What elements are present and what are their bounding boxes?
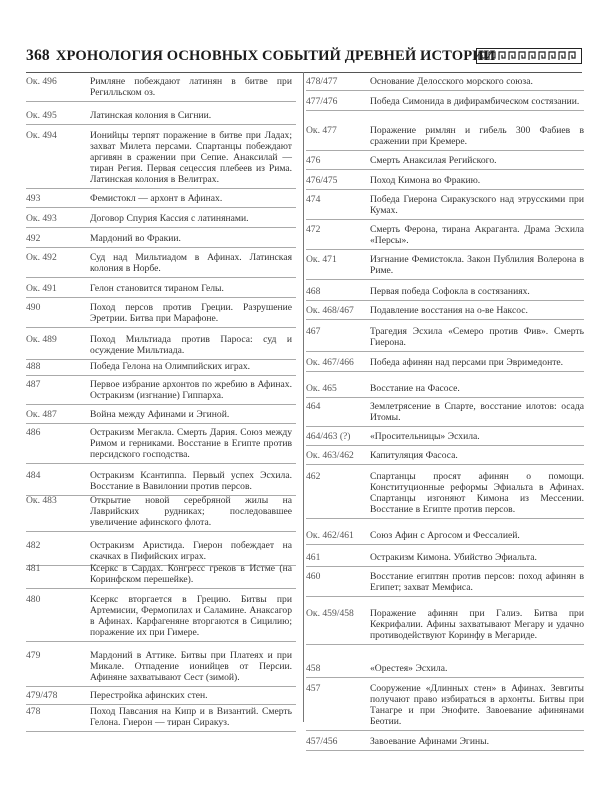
- entry-text: Победа Гелона на Олимпийских играх.: [90, 361, 251, 372]
- entry-text: Открытие новой серебряной жилы на Лаврийских рудниках; последовавшее увеличение афинского флота.: [90, 495, 292, 528]
- entry-date: Ок. 477: [306, 125, 337, 136]
- entry-text: Победа Симонида в дифирамбическом состязании.: [370, 96, 580, 107]
- entry-date: 477/476: [306, 96, 338, 107]
- entry-text: Суд над Мильтиадом в Афинах. Латинская колония в Норбе.: [90, 252, 292, 274]
- chronology-entry: [26, 283, 296, 294]
- entry-text: Землетрясение в Спарте, восстание илотов: осада Итомы.: [370, 401, 584, 423]
- chronology-entry: [26, 650, 296, 683]
- entry-date: 467: [306, 326, 321, 337]
- chronology-entry: [26, 110, 296, 121]
- entry-date: 468: [306, 286, 321, 297]
- entry-text: Трагедия Эсхила «Семеро против Фив». Смерть Гиерона.: [370, 326, 584, 348]
- chronology-entry: [306, 683, 584, 727]
- entry-text: Ксеркс в Сардах. Конгресс греков в Истме (на Коринфском перешейке).: [90, 563, 292, 585]
- entry-text: Изгнание Фемистокла. Закон Публилия Волерона в Риме.: [370, 254, 584, 276]
- chronology-entry: [306, 125, 584, 147]
- entry-text: Остракизм Ксантиппа. Первый успех Эсхила. Восстание в Вавилонии против персов.: [90, 470, 292, 492]
- entry-date: 464/463 (?): [306, 431, 351, 442]
- entry-text: Завоевание Афинами Эгины.: [370, 736, 489, 747]
- chronology-entry: [306, 471, 584, 515]
- entry-date: Ок. 496: [26, 76, 57, 87]
- page-header: [26, 44, 582, 68]
- entry-text: Война между Афинами и Эгиной.: [90, 409, 230, 420]
- entry-text: Смерть Ферона, тирана Акраганта. Драма Эсхила «Персы».: [370, 224, 584, 246]
- entry-text: Остракизм Мегакла. Смерть Дария. Союз между Римом и герниками. Восстание в Египте против персидского господства.: [90, 427, 292, 460]
- entry-date: Ок. 489: [26, 334, 57, 345]
- entry-text: Союз Афин с Аргосом и Фессалией.: [370, 530, 520, 541]
- entry-date: 458: [306, 663, 321, 674]
- entry-date: Ок. 468/467: [306, 305, 354, 316]
- entry-date: 478: [26, 706, 41, 717]
- page-title: ХРОНОЛОГИЯ ОСНОВНЫХ СОБЫТИЙ ДРЕВНЕЙ ИСТОРИИ: [55, 47, 496, 64]
- entry-text: Гелон становится тираном Гелы.: [90, 283, 224, 294]
- entry-text: Подавление восстания на о-ве Наксос.: [370, 305, 528, 316]
- chronology-entry: [26, 361, 296, 372]
- entry-text: Поход Павсания на Кипр и в Византий. Смерть Гелона. Гиерон — тиран Сиракуз.: [90, 706, 292, 728]
- entry-text: «Просительницы» Эсхила.: [370, 431, 480, 442]
- chronology-entry: [26, 470, 296, 492]
- entry-text: Ионийцы терпят поражение в битве при Ладах; захват Милета персами. Спартанцы побеждают аргивян в сражении при Сепие. Анаксилай — тиран Регия. Первая сецессия плебеев из Рима. Латинская колония в Велитрах.: [90, 130, 292, 185]
- entry-date: Ок. 494: [26, 130, 57, 141]
- entry-date: 476: [306, 155, 321, 166]
- entry-date: Ок. 487: [26, 409, 57, 420]
- entry-text: Остракизм Аристида. Гиерон побеждает на скачках в Пифийских играх.: [90, 540, 292, 562]
- chronology-entry: [306, 552, 584, 563]
- page-number: 368: [26, 47, 50, 64]
- chronology-entry: [26, 706, 296, 728]
- entry-date: Ок. 493: [26, 213, 57, 224]
- entry-date: 461: [306, 552, 321, 563]
- entry-text: Ксеркс вторгается в Грецию. Битвы при Артемисии, Фермопилах и Саламине. Анаксагор в Афинах. Карфагеняне вторгаются в Сицилию; поражение их при Гимере.: [90, 594, 292, 638]
- entry-date: 479/478: [26, 690, 58, 701]
- column-separator: [303, 72, 304, 722]
- entry-text: Капитуляция Фасоса.: [370, 450, 458, 461]
- entry-date: Ок. 462/461: [306, 530, 354, 541]
- chronology-entry: [306, 175, 584, 186]
- chronology-entry: [26, 563, 296, 585]
- entry-date: 472: [306, 224, 321, 235]
- chronology-entry: [306, 571, 584, 593]
- entry-text: Договор Спурия Кассия с латинянами.: [90, 213, 249, 224]
- chronology-entry: [306, 663, 584, 674]
- chronology-entry: [26, 233, 296, 244]
- chronology-entry: [306, 357, 584, 368]
- header-rule: [26, 72, 582, 73]
- entry-date: 480: [26, 594, 41, 605]
- entry-date: Ок. 471: [306, 254, 337, 265]
- entry-text: Победа афинян над персами при Эвримедонте.: [370, 357, 564, 368]
- chronology-entry: [306, 155, 584, 166]
- entry-date: 464: [306, 401, 321, 412]
- entry-date: Ок. 459/458: [306, 608, 354, 619]
- chronology-entry: [26, 495, 296, 528]
- chronology-entry: [306, 76, 584, 87]
- entry-date: 481: [26, 563, 41, 574]
- entry-text: Первая победа Софокла в состязаниях.: [370, 286, 530, 297]
- entry-text: Победа Гиерона Сиракузского над этрусскими при Кумах.: [370, 194, 584, 216]
- chronology-entry: [26, 690, 296, 701]
- entry-date: Ок. 491: [26, 283, 57, 294]
- entry-text: Смерть Анаксилая Регийского.: [370, 155, 497, 166]
- chronology-entry: [26, 213, 296, 224]
- entry-text: Латинская колония в Сигнии.: [90, 110, 212, 121]
- entry-text: Восстание на Фасосе.: [370, 383, 460, 394]
- entry-text: Мардоний во Фракии.: [90, 233, 181, 244]
- chronology-entry: [26, 540, 296, 562]
- entry-date: Ок. 467/466: [306, 357, 354, 368]
- entry-date: 482: [26, 540, 41, 551]
- entry-text: Основание Делосского морского союза.: [370, 76, 533, 87]
- chronology-entry: [306, 254, 584, 276]
- entry-date: 486: [26, 427, 41, 438]
- chronology-entry: [26, 130, 296, 185]
- entry-date: 457: [306, 683, 321, 694]
- chronology-entry: [306, 305, 584, 316]
- chronology-entry: [306, 401, 584, 423]
- chronology-entry: [26, 594, 296, 638]
- entry-date: 460: [306, 571, 321, 582]
- entry-text: Поход Мильтиада против Пароса: суд и осуждение Мильтиада.: [90, 334, 292, 356]
- entry-text: Мардоний в Аттике. Битвы при Платеях и при Микале. Отпадение ионийцев от Персии. Афиняне захватывают Сест (зимой).: [90, 650, 292, 683]
- entry-text: «Орестея» Эсхила.: [370, 663, 448, 674]
- entry-date: 493: [26, 193, 41, 204]
- entry-date: Ок. 483: [26, 495, 57, 506]
- entry-date: 478/477: [306, 76, 338, 87]
- entry-date: 462: [306, 471, 321, 482]
- entry-text: Поход персов против Греции. Разрушение Эретрии. Битва при Марафоне.: [90, 302, 292, 324]
- entry-text: Первое избрание архонтов по жребию в Афинах. Остракизм (изгнание) Гиппарха.: [90, 379, 292, 401]
- chronology-entry: [306, 431, 584, 442]
- entry-text: Перестройка афинских стен.: [90, 690, 208, 701]
- chronology-entry: [306, 608, 584, 641]
- chronology-entry: [26, 427, 296, 460]
- entry-date: 484: [26, 470, 41, 481]
- entry-date: Ок. 463/462: [306, 450, 354, 461]
- entry-text: Римляне побеждают латинян в битве при Регилльском оз.: [90, 76, 292, 98]
- entry-text: Сооружение «Длинных стен» в Афинах. Зевгиты получают право избираться в архонты. Битвы при Танагре и при Энофите. Завоевание афинянами Беотии.: [370, 683, 584, 727]
- entry-date: 476/475: [306, 175, 338, 186]
- entry-text: Остракизм Кимона. Убийство Эфиальта.: [370, 552, 537, 563]
- entry-date: Ок. 465: [306, 383, 337, 394]
- entry-date: 479: [26, 650, 41, 661]
- chronology-entry: [306, 96, 584, 107]
- chronology-entry: [306, 224, 584, 246]
- entry-text: Поражение афинян при Галиэ. Битва при Кекрифалии. Афины захватывают Мегару и удачно противодействуют Коринфу в Мегариде.: [370, 608, 584, 641]
- entry-date: 457/456: [306, 736, 338, 747]
- entry-text: Фемистокл — архонт в Афинах.: [90, 193, 223, 204]
- chronology-entry: [306, 530, 584, 541]
- entry-date: Ок. 495: [26, 110, 57, 121]
- chronology-entry: [26, 379, 296, 401]
- entry-date: 488: [26, 361, 41, 372]
- chronology-entry: [26, 302, 296, 324]
- entry-date: 474: [306, 194, 321, 205]
- entry-date: 487: [26, 379, 41, 390]
- chronology-entry: [26, 409, 296, 420]
- chronology-entry: [26, 252, 296, 274]
- chronology-entry: [26, 334, 296, 356]
- chronology-entry: [26, 193, 296, 204]
- chronology-entry: [306, 194, 584, 216]
- greek-key-ornament: [476, 48, 582, 64]
- entry-text: Спартанцы просят афинян о помощи. Конституционные реформы Эфиальта в Афинах. Спартанцы изгоняют Кимона из Мессении. Восстание в Египте против персов.: [370, 471, 584, 515]
- entry-text: Поход Кимона во Фракию.: [370, 175, 481, 186]
- chronology-entry: [306, 286, 584, 297]
- chronology-entry: [306, 736, 584, 747]
- entry-date: 490: [26, 302, 41, 313]
- entry-date: 492: [26, 233, 41, 244]
- chronology-entry: [306, 326, 584, 348]
- chronology-entry: [26, 76, 296, 98]
- chronology-entry: [306, 450, 584, 461]
- entry-text: Поражение римлян и гибель 300 Фабиев в сражении при Кремере.: [370, 125, 584, 147]
- entry-text: Восстание египтян против персов: поход афинян в Египет; захват Мемфиса.: [370, 571, 584, 593]
- entry-date: Ок. 492: [26, 252, 57, 263]
- chronology-entry: [306, 383, 584, 394]
